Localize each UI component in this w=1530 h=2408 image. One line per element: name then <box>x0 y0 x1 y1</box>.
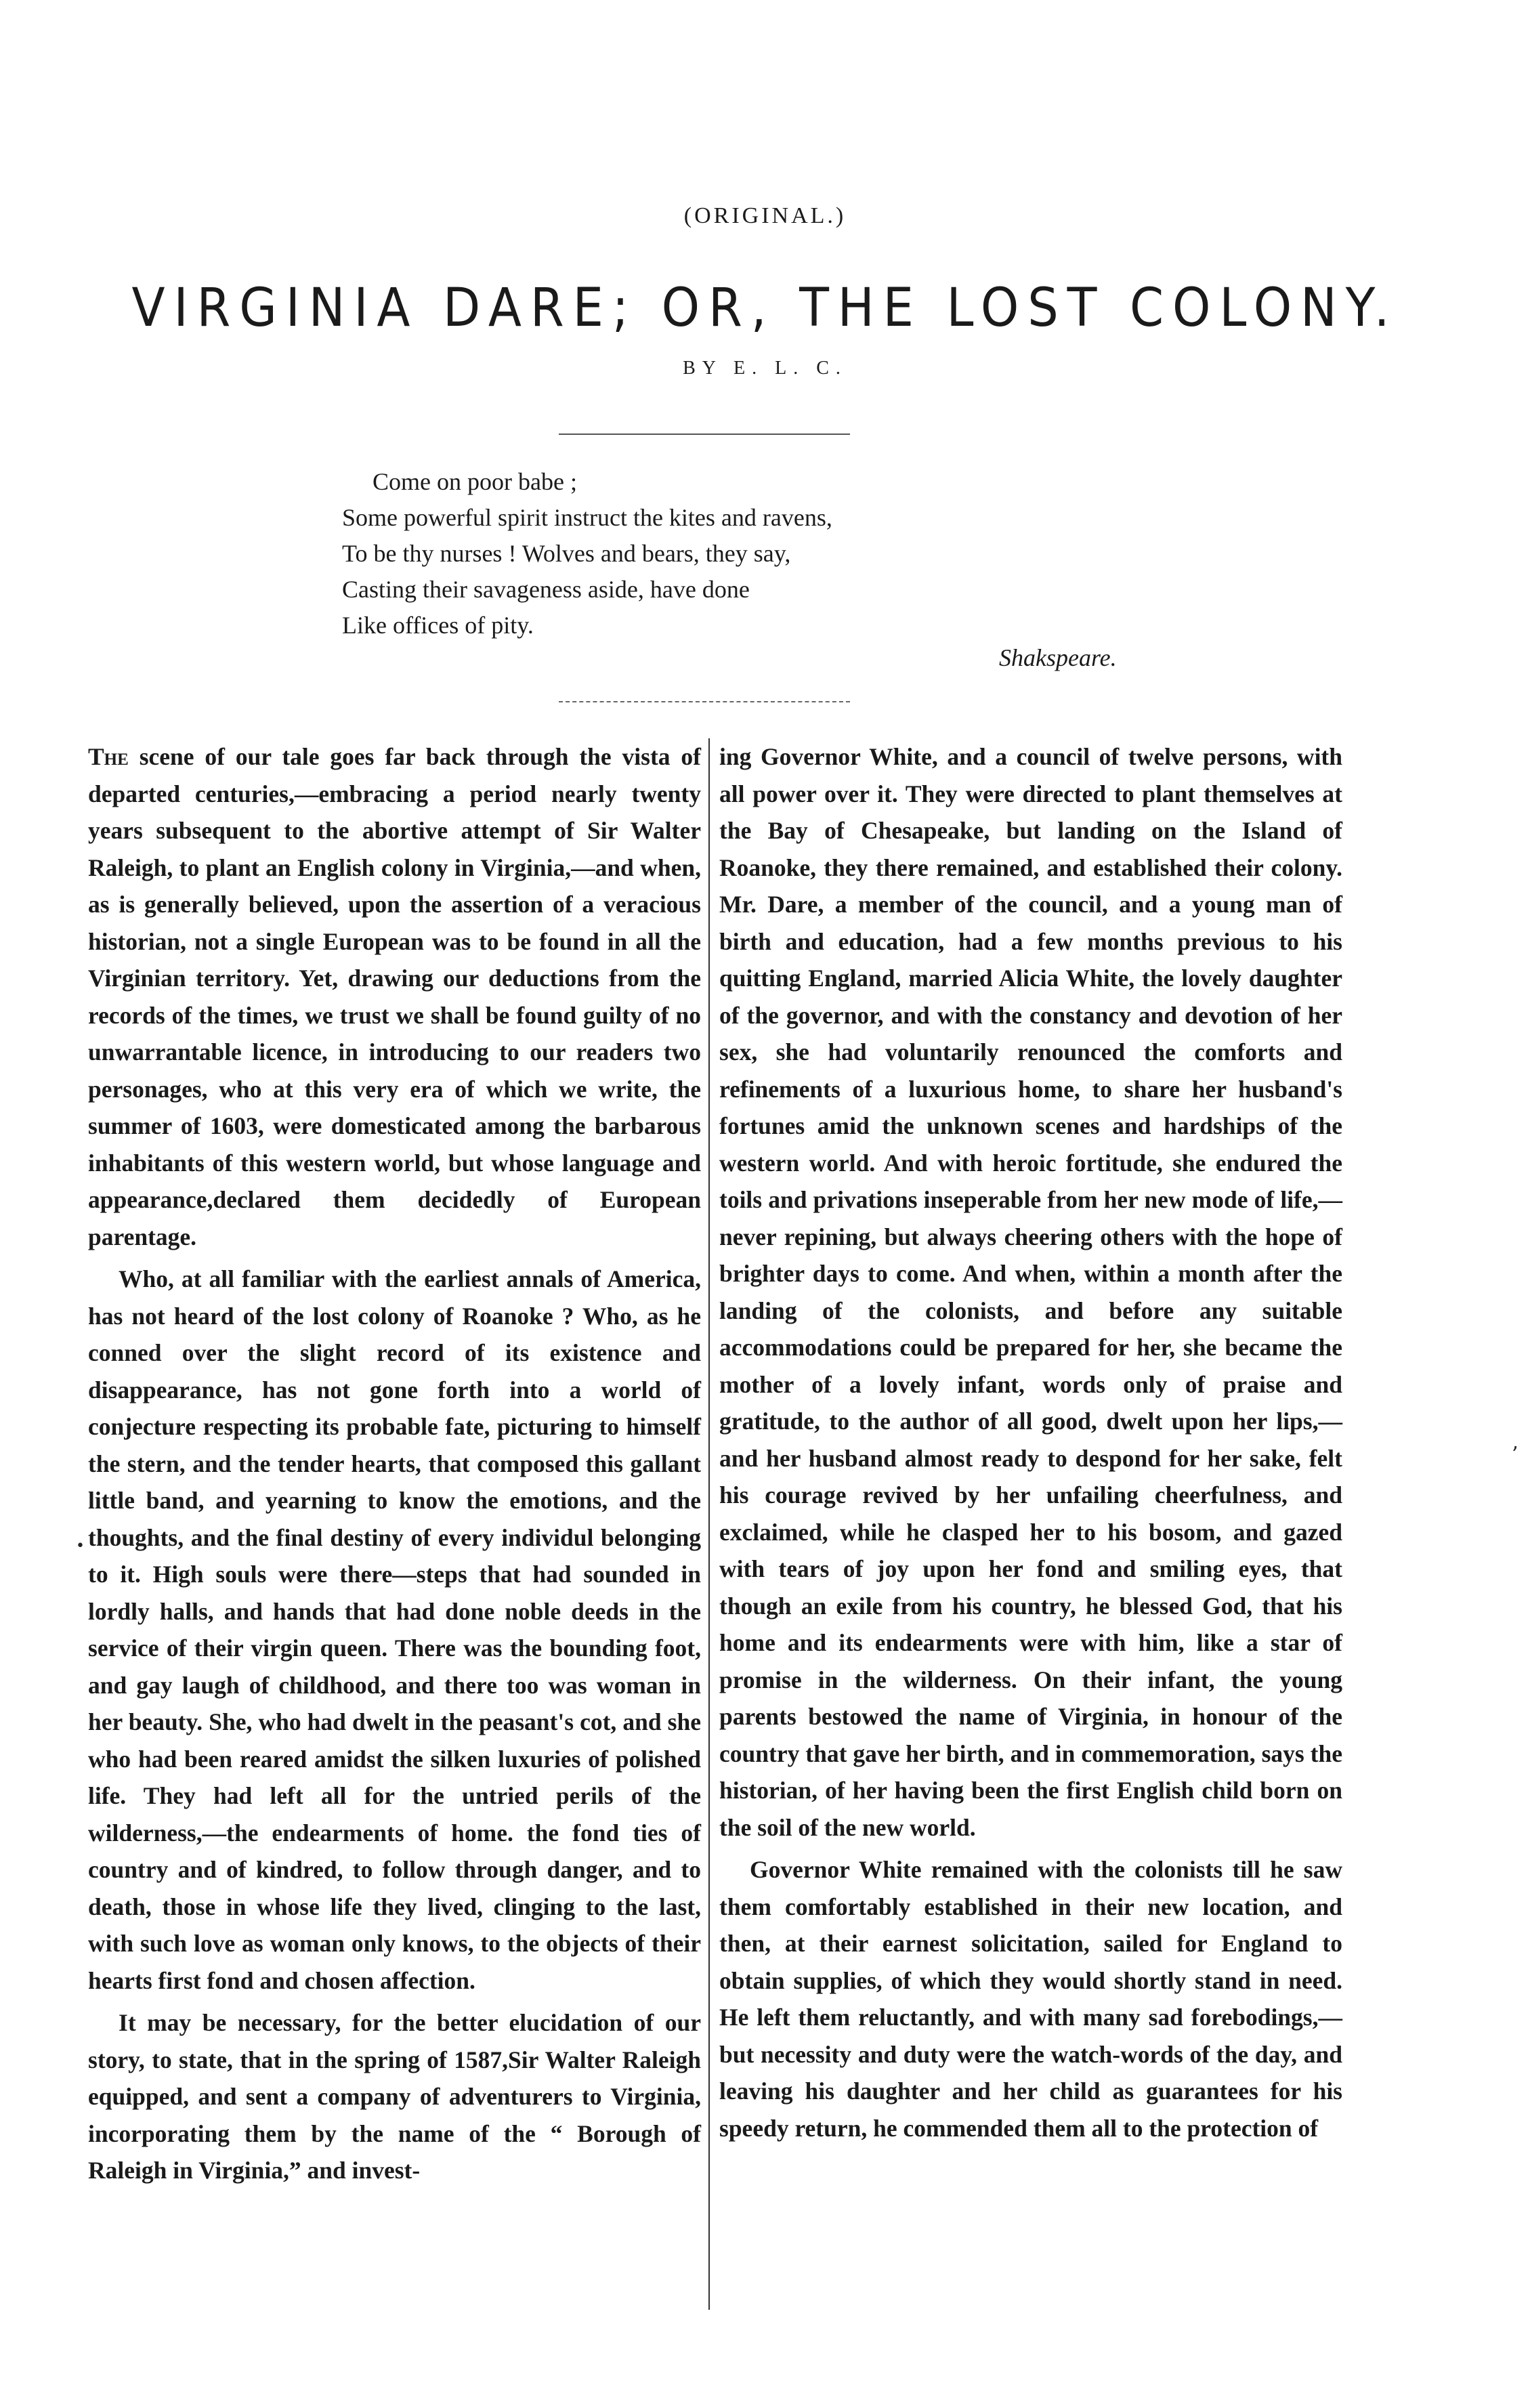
drop-lead: The <box>88 743 129 770</box>
original-kicker: (ORIGINAL.) <box>683 203 847 228</box>
story-title: VIRGINIA DARE; OR, THE LOST COLONY. <box>131 278 1399 339</box>
byline: BY E. L. C. <box>683 358 847 379</box>
left-column <box>88 738 701 2189</box>
epigraph-line: Like offices of pity. <box>342 612 534 639</box>
paragraph: It may be necessary, for the better elucidation of our story, to state, that in the spring of 1587,Sir Walter Raleigh equipped, and sent a company of adventurers to Virginia, incorporating them by the name of the “ Borough of Raleigh in Virginia,” and invest- <box>88 2009 701 2184</box>
paragraph: ing Governor White, and a council of twelve persons, with all power over it. They were directed to plant themselves at the Bay of Chesapeake, but landing on the Island of Roanoke, they there remained, and established their colony. Mr. Dare, a member of the council, and a young man of birth and education, had a few months previous to his quitting England, married Alicia White, the lovely daughter of the governor, and with the constancy and devotion of her sex, she had voluntarily renounced the comforts and refinements of a luxurious home, to share her husband's fortunes amid the unknown scenes and hardships of the western world. And with heroic fortitude, she endured the toils and privations inseperable from her new mode of life,—never repining, but always cheering others with the hope of brighter days to come. And when, within a month after the landing of the colonists, and before any suitable accommodations could be prepared for her, she became the mother of a lovely infant, words only of praise and gratitude, to the author of all good, dwelt upon her lips,—and her husband almost ready to despond for her sake, felt his courage revived by her unfailing cheerfulness, and exclaimed, while he clasped her to his bosom, and gazed with tears of joy upon her fond and smiling eyes, that though an exile from his country, he blessed God, that his home and its endearments were with him, like a star of promise in the wilderness. On their infant, the young parents bestowed the name of Virginia, in honour of the country that gave her birth, and in commemoration, says the historian, of her having been the first English child born on the soil of the new world. <box>719 743 1342 1841</box>
right-column <box>719 738 1342 2147</box>
paragraph: Governor White remained with the colonists till he saw them comfortably established in their new location, and then, at their earnest solicitation, sailed for England to obtain supplies, of which they would shortly stand in need. He left them reluctantly, and with many sad forebodings,—but necessity and duty were the watch-words of the day, and leaving his daughter and her child as guarantees for his speedy return, he commended them all to the protection of <box>719 1856 1342 2142</box>
column-divider <box>708 738 710 2310</box>
epigraph-attribution: Shakspeare. <box>999 644 1117 671</box>
epigraph-line: Casting their savageness aside, have done <box>342 576 750 603</box>
paragraph-text: scene of our tale goes far back through the vista of departed centuries,—embracing a period nearly twenty years subsequent to the abortive attempt of Sir Walter Raleigh, to plant an English colony in Virginia,—and when, as is generally believed, upon the assertion of a veracious historian, not a single European was to be found in all the Virginian territory. Yet, drawing our deductions from the records of the times, we trust we shall be found guilty of no unwarrantable licence, in introducing to our readers two personages, who at this very era of which we write, the summer of 1603, were domesticated among the barbarous inhabitants of this western world, but whose language and appearance,declared them decidedly of European parentage. <box>88 743 701 1250</box>
section-rule <box>559 701 850 702</box>
paragraph <box>88 738 701 1255</box>
margin-mark: ’ <box>1512 1443 1518 1466</box>
margin-mark: • <box>76 1538 85 1555</box>
epigraph-line: Some powerful spirit instruct the kites and ravens, <box>342 504 832 531</box>
epigraph-line: To be thy nurses ! Wolves and bears, they say, <box>342 540 791 567</box>
top-rule <box>559 434 850 435</box>
paragraph: Who, at all familiar with the earliest annals of America, has not heard of the lost colony of Roanoke ? Who, as he conned over the slight record of its existence and disappearance, has not gone forth into a world of conjecture respecting its probable fate, picturing to himself the stern, and the tender hearts, that composed this gallant little band, and yearning to know the emotions, and the thoughts, and the final destiny of every individul belonging to it. High souls were there—steps that had sounded in lordly halls, and hands that had done noble deeds in the service of their virgin queen. There was the bounding foot, and gay laugh of childhood, and there too was woman in her beauty. She, who had dwelt in the peasant's cot, and she who had been reared amidst the silken luxuries of polished life. They had left all for the untried perils of the wilderness,—the endearments of home. the fond ties of country and of kindred, to follow through danger, and to death, those in whose life they lived, clinging to the last, with such love as woman only knows, to the objects of their hearts first fond and chosen affection. <box>88 1265 701 1994</box>
epigraph <box>342 464 1155 643</box>
epigraph-line: Come on poor babe ; <box>373 468 577 495</box>
